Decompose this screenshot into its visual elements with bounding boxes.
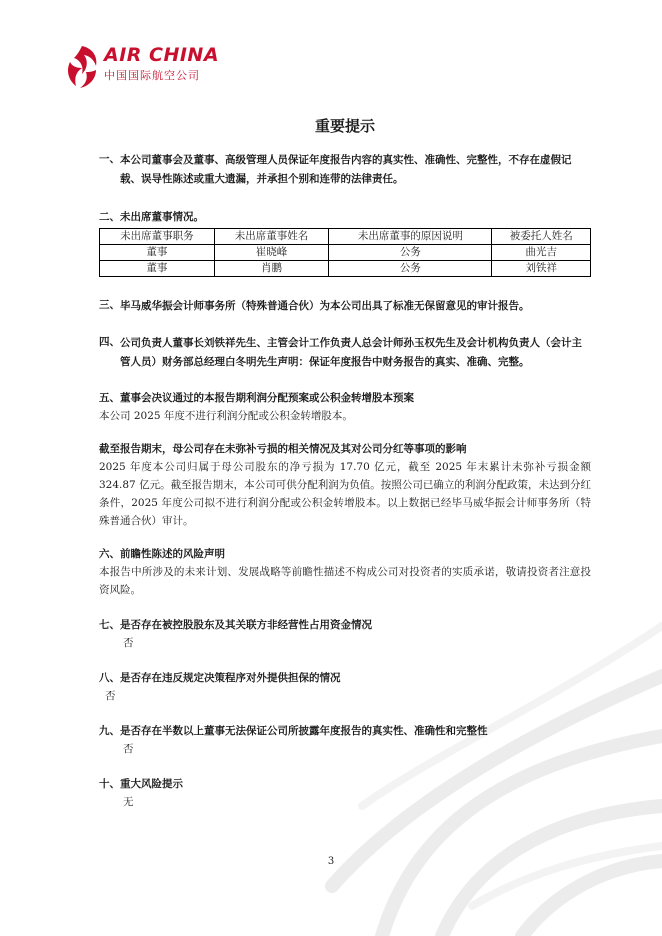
air-china-logo bbox=[62, 42, 220, 88]
section-5 bbox=[99, 390, 591, 530]
section-7-heading: 七、是否存在被控股股东及其关联方非经营性占用资金情况 bbox=[99, 619, 372, 631]
table-header-row bbox=[100, 229, 591, 245]
section-8 bbox=[99, 670, 591, 705]
section-2-heading: 二、未出席董事情况。 bbox=[99, 211, 204, 223]
section-1-text: 本公司董事会及董事、高级管理人员保证年度报告内容的真实性、准确性、完整性，不存在虚假记载、误导性陈述或重大遗漏，并承担个别和连带的法律责任。 bbox=[120, 154, 572, 185]
section-6-text: 本报告中所涉及的未来计划、发展战略等前瞻性描述不构成公司对投资者的实质承诺，敬请投资者注意投资风险。 bbox=[99, 566, 591, 596]
phoenix-logo-icon bbox=[62, 42, 102, 88]
absent-directors-table bbox=[99, 228, 591, 277]
table-header-cell: 未出席董事的原因说明 bbox=[329, 229, 492, 245]
page-title: 重要提示 bbox=[314, 117, 375, 135]
section-10-answer: 无 bbox=[123, 796, 134, 808]
section-8-heading: 八、是否存在违反规定决策程序对外提供担保的情况 bbox=[99, 672, 341, 684]
table-cell: 刘铁祥 bbox=[492, 261, 591, 277]
page-number: 3 bbox=[327, 856, 335, 867]
table-cell: 公务 bbox=[329, 261, 492, 277]
section-3 bbox=[99, 297, 591, 316]
table-cell: 公务 bbox=[329, 245, 492, 261]
table-row bbox=[100, 261, 591, 277]
table-cell: 崔晓峰 bbox=[214, 245, 329, 261]
section-5-sub-heading: 截至报告期末，母公司存在未弥补亏损的相关情况及其对公司分红等事项的影响 bbox=[99, 443, 467, 455]
section-1 bbox=[99, 151, 591, 189]
section-2 bbox=[99, 209, 591, 277]
section-5-heading: 五、董事会决议通过的本报告期利润分配预案或公积金转增股本预案 bbox=[99, 392, 414, 404]
section-9-heading: 九、是否存在半数以上董事无法保证公司所披露年度报告的真实性、准确性和完整性 bbox=[99, 725, 488, 737]
section-6-heading: 六、前瞻性陈述的风险声明 bbox=[99, 548, 225, 560]
important-notice-content bbox=[99, 118, 591, 811]
table-row bbox=[100, 245, 591, 261]
section-4-text: 公司负责人董事长刘铁祥先生、主管会计工作负责人总会计师孙玉权先生及会计机构负责人（会计主管人员）财务部总经理白冬明先生声明：保证年度报告中财务报告的真实、准确、完整。 bbox=[120, 337, 582, 368]
table-cell: 董事 bbox=[100, 245, 215, 261]
logo-text-en: AIR CHINA bbox=[104, 44, 220, 66]
section-4 bbox=[99, 334, 591, 372]
section-5-text: 本公司 2025 年度不进行利润分配或公积金转增股本。 bbox=[99, 410, 353, 422]
section-8-answer: 否 bbox=[105, 690, 116, 702]
section-10 bbox=[99, 776, 591, 811]
table-header-cell: 未出席董事姓名 bbox=[214, 229, 329, 245]
logo-text-cn: 中国国际航空公司 bbox=[104, 69, 200, 82]
table-cell: 曲光吉 bbox=[492, 245, 591, 261]
section-9-answer: 否 bbox=[123, 743, 134, 755]
section-7 bbox=[99, 617, 591, 652]
table-cell: 肖鹏 bbox=[214, 261, 329, 277]
section-10-heading: 十、重大风险提示 bbox=[99, 778, 183, 790]
table-cell: 董事 bbox=[100, 261, 215, 277]
section-1-number: 一、 bbox=[99, 153, 120, 165]
section-7-answer: 否 bbox=[123, 637, 134, 649]
section-4-number: 四、 bbox=[99, 336, 120, 348]
section-9 bbox=[99, 723, 591, 758]
section-3-number: 三、 bbox=[99, 299, 120, 311]
section-3-text: 毕马威华振会计师事务所（特殊普通合伙）为本公司出具了标准无保留意见的审计报告。 bbox=[120, 300, 530, 312]
section-5-sub-text: 2025 年度本公司归属于母公司股东的净亏损为 17.70 亿元，截至 2025 年末累计未弥补亏损金额 324.87 亿元。截至报告期末，本公司可供分配利润为负值。按照公司已确立的利润分配政策，未达到分红条件，2025 年度公司拟不进行利润分配或公积金转增股本。以上数据已经毕马威华振会计师事务所（特殊普通合伙）审计。 bbox=[99, 461, 591, 527]
section-6 bbox=[99, 546, 591, 599]
table-header-cell: 未出席董事职务 bbox=[100, 229, 215, 245]
table-header-cell: 被委托人姓名 bbox=[492, 229, 591, 245]
